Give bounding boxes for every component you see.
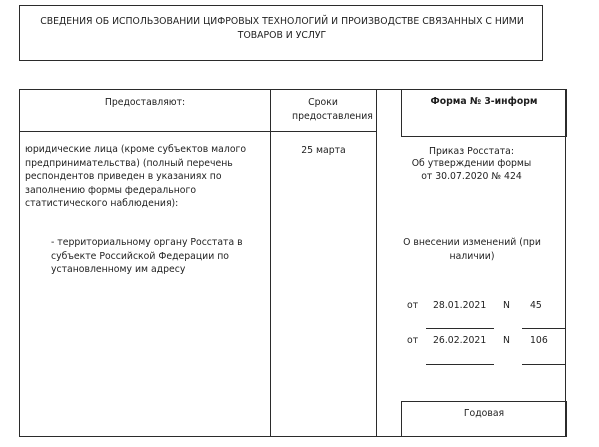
col-deadline-header: Сроки предоставления <box>292 97 373 122</box>
col-provide-header: Предоставляют: <box>104 97 186 108</box>
change-2-n-label: N <box>503 335 510 346</box>
table-header-rule <box>19 131 377 132</box>
change-1-date-rule <box>426 328 494 329</box>
change-2-date: 26.02.2021 <box>433 335 487 346</box>
provider-text: юридические лица (кроме субъектов малого предпринимательства) (полный перечень респондентов приведен в указаниях по заполнению формы федерального статистического наблюдения): <box>25 144 247 209</box>
change-2-number: 106 <box>530 335 548 346</box>
change-1-date: 28.01.2021 <box>433 300 487 311</box>
change-1-number-rule <box>522 328 566 329</box>
divider-deadline-form <box>376 89 377 437</box>
periodicity-box <box>401 401 567 437</box>
change-1-prefix: от <box>407 300 419 311</box>
change-2-prefix: от <box>407 335 419 346</box>
recipient-text: - территориальному органу Росстата в субъекте Российской Федерации по установленному им адресу <box>51 237 243 275</box>
change-2-number-rule <box>522 364 566 365</box>
order-title: Приказ Росстата: <box>428 146 515 157</box>
periodicity: Годовая <box>463 408 505 419</box>
order-text: Об утверждении формы <box>411 158 532 169</box>
change-2-date-rule <box>426 364 494 365</box>
changes-label: О внесении изменений (при наличии) <box>403 237 541 262</box>
change-1-n-label: N <box>503 300 510 311</box>
title-box <box>19 5 543 61</box>
divider-provide-deadline <box>270 89 271 437</box>
deadline-value: 25 марта <box>301 145 346 156</box>
report-title: СВЕДЕНИЯ ОБ ИСПОЛЬЗОВАНИИ ЦИФРОВЫХ ТЕХНОЛОГИЙ И ПРОИЗВОДСТВЕ СВЯЗАННЫХ С НИМИ ТОВАРОВ И УСЛУГ <box>40 16 524 41</box>
change-1-number: 45 <box>530 300 542 311</box>
form-label-box <box>401 89 567 137</box>
form-label: Форма № 3-информ <box>430 96 538 107</box>
order-date: от 30.07.2020 № 424 <box>421 171 522 182</box>
